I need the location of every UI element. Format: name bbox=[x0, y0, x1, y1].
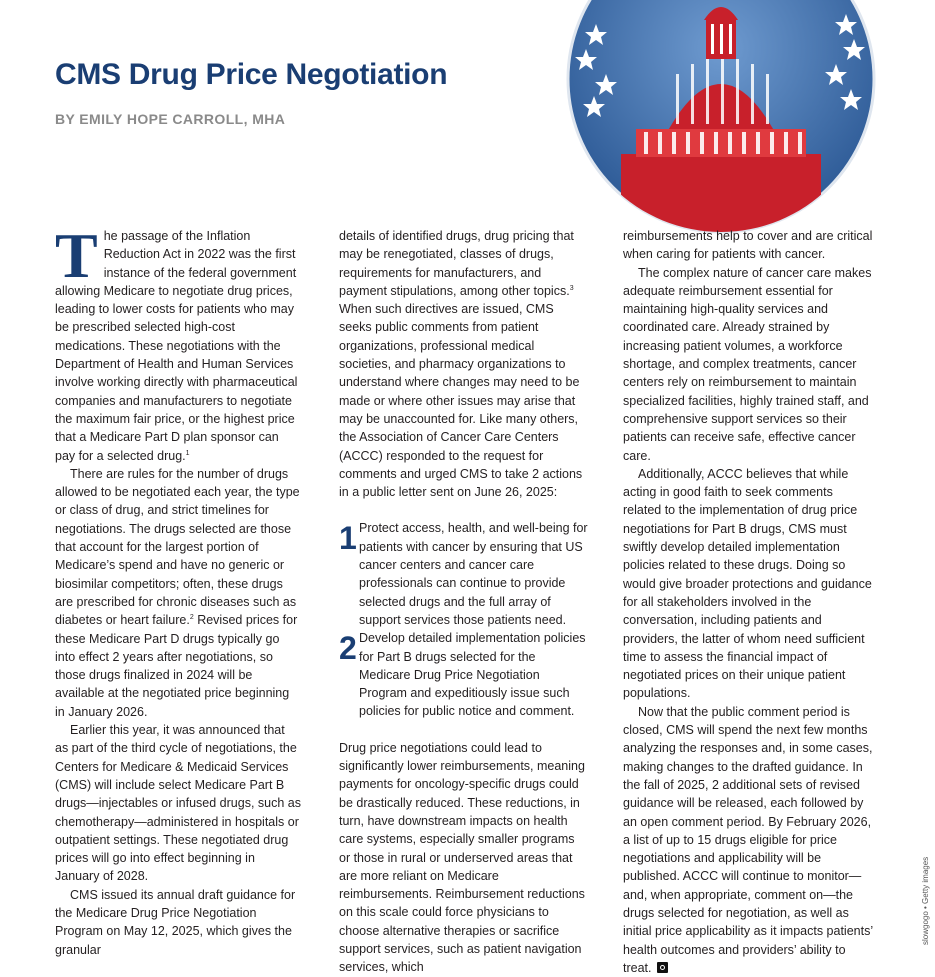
column-1 bbox=[55, 220, 301, 959]
article-title: CMS Drug Price Negotiation bbox=[55, 58, 448, 91]
reference-marker: 3 bbox=[569, 284, 574, 292]
column-3 bbox=[623, 227, 873, 977]
byline: BY EMILY HOPE CARROLL, MHA bbox=[55, 111, 286, 127]
drop-cap: T bbox=[55, 220, 98, 291]
paragraph-text: Revised prices for these Medicare Part D drugs typically go into effect 2 years after negotiations, so those drugs finalized in 2024 will be available at the negotiated price beginning in January 2026. bbox=[55, 613, 298, 719]
paragraph: reimbursements help to cover and are critical when caring for patients with cancer. bbox=[623, 229, 873, 262]
photo-credit bbox=[909, 835, 930, 945]
list-item-text: Develop detailed implementation policies for Part B drugs selected for the Medicare Drug Price Negotiation Program and expeditiously issue such policies for public notice and comment. bbox=[359, 631, 586, 719]
photo-credit-text: slowgogo • Getty images bbox=[921, 856, 930, 945]
paragraph-text: Now that the public comment period is closed, CMS will spend the next few months analyzing the responses and, in some cases, making changes to the drafted guidance. In the fall of 2025, 2 additional sets of revised guidance will be released, each followed by an open comment period. By February 2026, a list of up to 15 drugs eligible for price negotiations and applicability will be published. ACCC will continue to monitor—and, when appropriate, comment on—the drugs selected for negotiation, as well as initial price applicability as it impacts patients’ health outcomes and providers’ ability to treat. bbox=[623, 704, 873, 975]
column-2 bbox=[339, 227, 589, 977]
capitol-dome-illustration bbox=[566, 0, 876, 234]
paragraph-text: When such directives are issued, CMS seeks public comments from patient organizations, professional medical societies, and pharmacy organizations to understand where changes may need to be made or where other issues may arise that may be unaccounted for. Like many others, the Association of Cancer Care Centers (ACCC) responded to the request for comments and urged CMS to take 2 actions in a public letter sent on June 26, 2025: bbox=[339, 302, 583, 500]
paragraph: The complex nature of cancer care makes adequate reimbursement essential for maintaining high-quality services and coordinated care. Already strained by increasing patient volumes, a workforce shortage, and complex treatments, cancer centers rely on reimbursement to maintain specialized facilities, highly trained staff, and comprehensive support services so their patients can receive safe, effective cancer care. bbox=[623, 265, 872, 463]
list-item bbox=[339, 629, 589, 720]
paragraph-text: There are rules for the number of drugs allowed to be negotiated each year, the type or class of drug, and strict timelines for negotiations. The drugs selected are those that account for the largest portion of Medicare’s spend and have no generic or biosimilar competitors; often, these drugs are prescribed for chronic diseases such as diabetes or heart failure. bbox=[55, 466, 300, 628]
paragraph: Additionally, ACCC believes that while acting in good faith to seek comments related to the implementation of drug price negotiations for Part B drugs, CMS must swiftly develop detailed implementation policies related to these drugs. Doing so would give broader protections and guidance for all stakeholders involved in the conversation, including patients and providers, the latter of whom need sufficient time to assess the financial impact of negotiated prices on their unique patient populations. bbox=[623, 466, 872, 701]
paragraph bbox=[623, 703, 873, 977]
paragraph bbox=[339, 227, 589, 501]
list-item-text: Protect access, health, and well-being for patients with cancer by ensuring that US cancer centers and cancer care professionals can continue to provide selected drugs and the full array of support services those patients need. bbox=[359, 521, 588, 627]
reference-marker: 2 bbox=[189, 614, 194, 622]
list-number: 1 bbox=[339, 520, 357, 557]
paragraph: Drug price negotiations could lead to significantly lower reimbursements, meaning payments for oncology-specific drugs could be drastically reduced. These reductions, in turn, have downstream impacts on health care systems, especially smaller programs or those in rural or underserved areas that are more reliant on Medicare reimbursements. Reimbursement reductions on this scale could force physicians to choose alternative therapies or sacrifice support services, such as patient navigation services, which bbox=[339, 740, 585, 975]
paragraph-text: he passage of the Inflation Reduction Act in 2022 was the first instance of the federal government allowing Medicare to negotiate drug prices, leading to lower costs for patients who may be prescribed selected high-cost medications. These negotiations with the Department of Health and Human Services involve working directly with pharmaceutical companies and manufacturers to negotiate the maximum fair price, or the highest price that a Medicare Part D plan sponsor can pay for a selected drug. bbox=[55, 229, 298, 463]
reference-marker: 1 bbox=[185, 449, 190, 457]
list-number: 2 bbox=[339, 630, 357, 667]
end-of-article-icon bbox=[657, 962, 668, 973]
paragraph bbox=[55, 220, 301, 465]
paragraph: CMS issued its annual draft guidance for the Medicare Drug Price Negotiation Program on May 12, 2025, which gives the granular bbox=[55, 887, 296, 957]
paragraph: Earlier this year, it was announced that as part of the third cycle of negotiations, the Centers for Medicare & Medicaid Services (CMS) will include select Medicare Part B drugs—injectables or infused drugs, such as chemotherapy—administered in hospitals or outpatient settings. These negotiated drug prices will go into effect beginning in January of 2028. bbox=[55, 723, 301, 884]
paragraph bbox=[55, 465, 301, 721]
paragraph-text: details of identified drugs, drug pricing that may be renegotiated, classes of drugs, requirements for manufacturers, and payment stipulations, among other topics. bbox=[339, 229, 574, 298]
list-item bbox=[339, 519, 589, 629]
